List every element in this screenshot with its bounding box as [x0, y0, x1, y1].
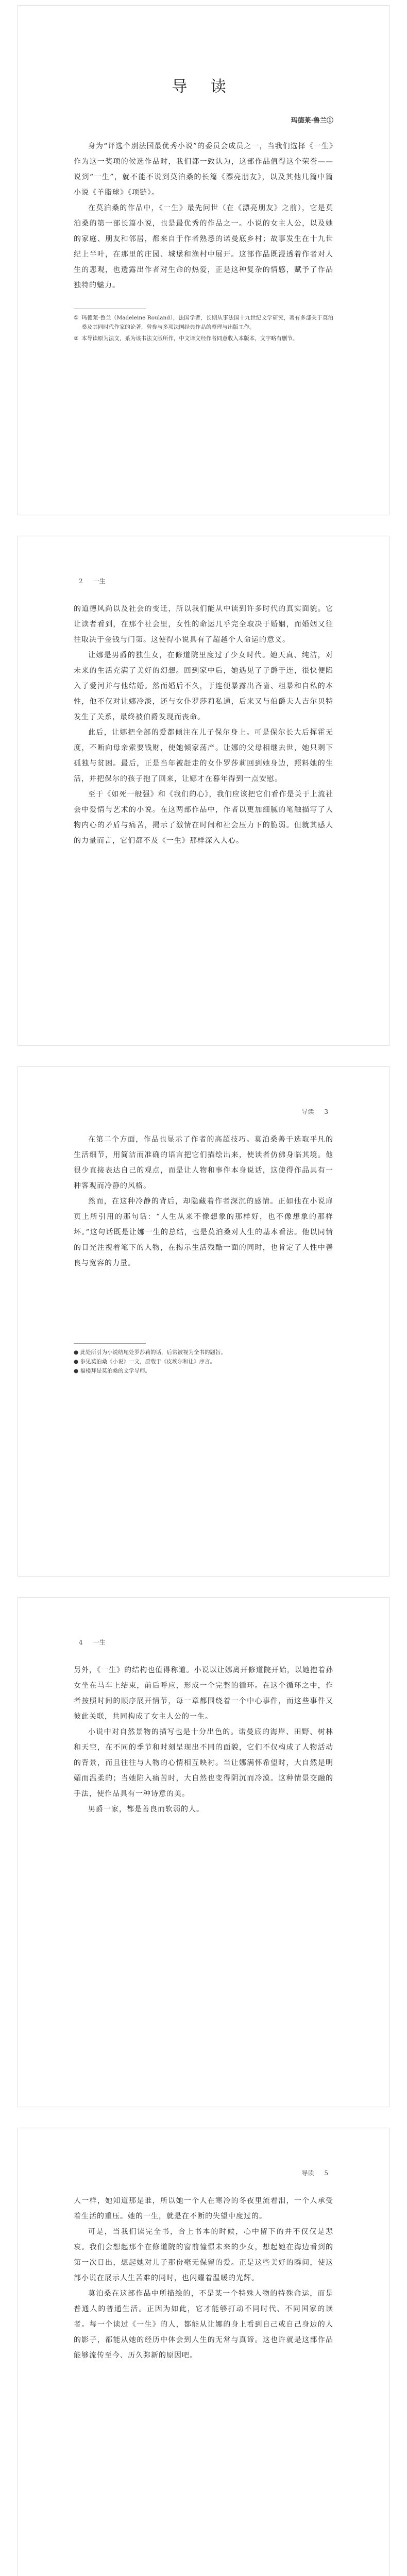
paragraph: 人一样，她知道那是谁，所以她一个人在寒冷的冬夜里流着泪，一个人承受着生活的重压。她的一生，就是在不断的失望中度过的。 — [74, 2197, 333, 2221]
page-4 — [18, 1597, 389, 2107]
page-number: 5 — [324, 2170, 328, 2177]
page-1 — [18, 5, 389, 515]
paragraph: 然而，在这种冷静的背后，却隐藏着作者深沉的感情。正如他在小说扉页上所引用的那句话：“人生从来不像想象的那样好，也不像想象的那样坏。”这句话既是让娜一生的总结，也是莫泊桑对人生的基本看法。他以同情的目光注视着笔下的人物，在揭示生活残酷一面的同时，也肯定了人性中善良与宽容的力量。 — [74, 1197, 333, 1267]
paragraph: 的道德风尚以及社会的变迁，所以我们能从中读到许多时代的真实面貌。它让读者看到，在那个社会里，女性的命运几乎完全取决于婚姻，而婚姻又往往取决于金钱与门第。这使得小说具有了超越个人命运的意义。 — [74, 605, 333, 644]
page-3-body — [74, 1132, 333, 1271]
page-4-body — [74, 1663, 333, 1817]
page-2 — [18, 536, 389, 1046]
page-number: 3 — [324, 1108, 328, 1115]
running-header — [74, 577, 333, 585]
running-header — [74, 1107, 333, 1115]
paragraph: 另外，《一生》的结构也值得称道。小说以让娜离开修道院开始，以她抱着孙女坐在马车上结束，前后呼应，形成一个完整的循环。在这个循环之中，作者按照时间的顺序展开情节，每一章都围绕着一个中心事件，而这些事件又彼此关联，共同构成了女主人公的一生。 — [74, 1666, 333, 1721]
footnote-mark: ① — [74, 315, 79, 321]
note-item: ● 福楼拜是莫泊桑的文学导师。 — [74, 1368, 150, 1374]
paragraph: 在莫泊桑的作品中，《一生》最先问世（在《漂亮朋友》之前），它是莫泊桑的第一部长篇小说，也是最优秀的作品之一。小说的女主人公，以及她的家庭、朋友和邻居，都来自于作者熟悉的诺曼底乡村；故事发生在十九世纪上半叶，在那里的庄园、城堡和渔村中展开。这部作品既浸透着作者对人生的悲观，也透露出作者对生命的热爱，正是这种复杂的情感，赋予了作品独特的魅力。 — [74, 204, 333, 290]
note-item: ● 此处所引为小说结尾处罗莎莉的话，后常被视为全书的题旨。 — [74, 1349, 226, 1355]
footnotes — [74, 309, 333, 343]
footnote-text: 玛德莱·鲁兰（Madeleine Rouland），法国学者，长期从事法国十九世纪文学研究，著有多部关于莫泊桑及其同时代作家的论著，曾参与多项法国经典作品的整理与出版工作。 — [81, 315, 333, 330]
notes — [74, 1343, 333, 1376]
header-title: 导读 — [301, 2170, 314, 2177]
running-header — [74, 2168, 333, 2177]
author-name: 玛德莱·鲁兰① — [291, 117, 333, 125]
running-header — [74, 1638, 333, 1646]
paragraph: 此后，让娜把全部的爱都倾注在儿子保尔身上。可是保尔长大后挥霍无度，不断向母亲索要钱财，使她倾家荡产。让娜的父母相继去世，她只剩下孤独与贫困。最后，正是当年被赶走的女仆罗莎莉回到她身边，照料她的生活，并把保尔的孩子抱了回来，让娜才在暮年得到一点安慰。 — [74, 728, 333, 783]
page-title: 导 读 — [172, 78, 235, 96]
footnote-text: 本导读原为法文，系为该书法文版所作，中文译文经作者同意收入本版本，文字略有删节。 — [81, 335, 298, 342]
footnote — [74, 334, 333, 343]
paragraph: 让娜是男爵的独生女，在修道院里度过了少女时代。她天真、纯洁，对未来的生活充满了美好的幻想。回到家中后，她遇见了子爵于连，很快便陷入了爱河并与他结婚。然而婚后不久，于连便暴露出吝啬、粗暴和自私的本性，他不仅对让娜冷淡，还与女仆罗莎莉私通，后来又与伯爵夫人吉尔贝特发生了关系，最终被伯爵发现而丧命。 — [74, 651, 333, 721]
paragraph: 在第二个方面，作品也显示了作者的高超技巧。莫泊桑善于选取平凡的生活细节，用简洁而准确的语言把它们描绘出来，使读者仿佛身临其境。他很少直接表达自己的观点，而是让人物和事件本身说话，这使得作品具有一种客观而冷静的风格。 — [74, 1136, 333, 1190]
paragraph: 男爵一家，都是善良而软弱的人。 — [88, 1805, 204, 1814]
page-5 — [18, 2128, 389, 2576]
paragraph: 至于《如死一般强》和《我们的心》，我们应该把它们看作是关于上流社会中爱情与艺术的小说。在这两部作品中，作者以更加细腻的笔触描写了人物内心的矛盾与痛苦，揭示了激情在时间和社会压力下的脆弱。但就其感人的力量而言，它们都不及《一生》那样深入人心。 — [74, 790, 333, 845]
header-title: 一生 — [93, 1639, 106, 1646]
header-title: 一生 — [93, 578, 106, 585]
footnote-mark: ② — [74, 335, 79, 342]
page-number: 4 — [79, 1639, 83, 1646]
paragraph: 莫泊桑在这部作品中所描绘的，不是某一个特殊人物的特殊命运，而是普通人的普通生活。正因为如此，它才能够打动不同时代、不同国家的读者。每一个读过《一生》的人，都能从让娜的身上看到自己或自己身边的人的影子，都能从她的经历中体会到人生的无常与真谛。这也许就是这部作品能够流传至今、历久弥新的原因吧。 — [74, 2290, 333, 2360]
paragraph: 身为“评选个别法国最优秀小说”的委员会成员之一，当我们选择《一生》作为这一奖项的候选作品时，我们都一致认为，这部作品值得这个荣誉——说到“一生”，就不能不说到莫泊桑的长篇《漂亮朋友》，以及其他几篇中篇小说《羊脂球》《项链》。 — [74, 142, 333, 197]
page-5-body — [74, 2193, 333, 2363]
footnote — [74, 313, 333, 332]
footnote-divider — [74, 1343, 146, 1344]
header-title: 导读 — [301, 1108, 314, 1115]
page-number: 2 — [79, 578, 83, 585]
paragraph: 可是，当我们读完全书，合上书本的时候，心中留下的并不仅仅是悲哀。我们会想起那个在修道院的窗前憧憬未来的少女，想起她在海边看到的第一次日出，想起她对儿子那份毫无保留的爱。正是这些美好的瞬间，使这部小说在展示人生苦难的同时，也闪耀着温暖的光辉。 — [74, 2228, 333, 2282]
page-3 — [18, 1066, 389, 1577]
paragraph: 小说中对自然景物的描写也是十分出色的。诺曼底的海岸、田野、树林和天空，在不同的季节和时刻呈现出不同的面貌，它们不仅构成了人物活动的背景，而且往往与人物的心情相互映衬。当让娜满怀希望时，大自然是明媚而温柔的；当她陷入痛苦时，大自然也变得阴沉而冷漠。这种情景交融的手法，使作品具有一种诗意的美。 — [74, 1728, 333, 1798]
page-1-body — [74, 139, 333, 293]
page-2-body — [74, 601, 333, 849]
note-item: ● 参见莫泊桑《小说》一文，原载于《皮埃尔和让》序言。 — [74, 1359, 215, 1365]
